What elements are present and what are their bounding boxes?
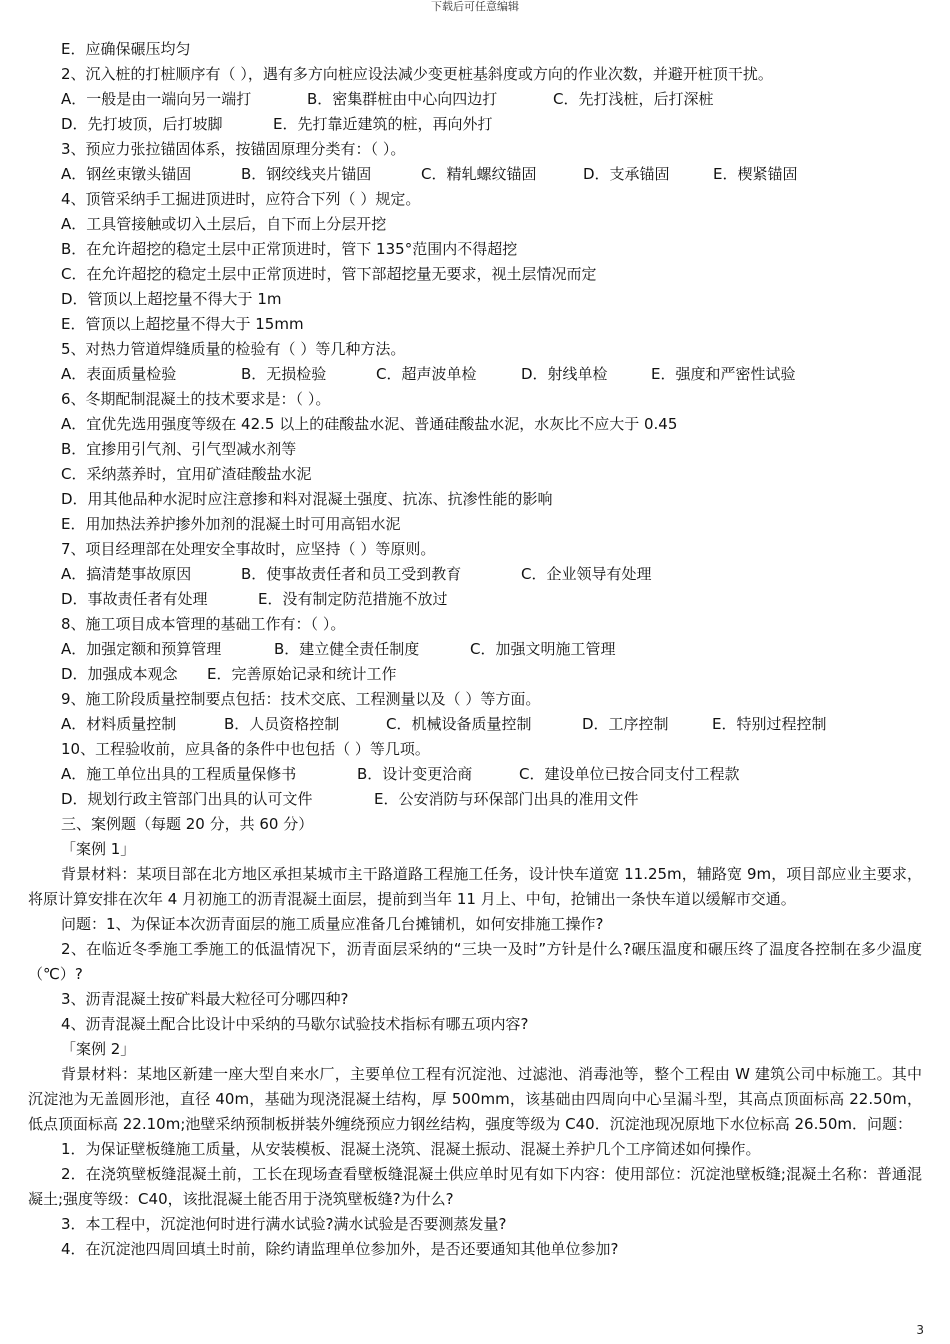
page-number: 3 (916, 1323, 924, 1337)
case-1-heading: 「案例 1」 (61, 840, 136, 858)
option-a: A．加强定额和预算管理 (61, 640, 222, 658)
option-b: B．宜掺用引气剂、引气型减水剂等 (61, 440, 297, 458)
question-10: 10、工程验收前，应具备的条件中也包括（ ）等几项。 (61, 740, 430, 758)
question-7-options-row1 (28, 562, 922, 587)
option-d: D．用其他品种水泥时应注意掺和料对混凝土强度、抗冻、抗渗性能的影响 (61, 490, 553, 508)
question-7-options-row2 (28, 587, 922, 612)
option-a: A．搞清楚事故原因 (61, 565, 192, 583)
option-b: B．密集群桩由中心向四边打 (307, 90, 498, 108)
option-a: A．钢丝束镦头锚固 (61, 165, 192, 183)
document-body (28, 37, 922, 1262)
option-d: D．规划行政主管部门出具的认可文件 (61, 790, 313, 808)
option-b: B．无损检验 (241, 365, 327, 383)
question-10-options-row2 (28, 787, 922, 812)
option-a: A．材料质量控制 (61, 715, 177, 733)
option-a: A．一般是由一端向另一端打 (61, 90, 252, 108)
option-a: A．施工单位出具的工程质量保修书 (61, 765, 297, 783)
question-5-options (28, 362, 922, 387)
option-b: B．在允许超挖的稳定土层中正常顶进时，管下 135°范围内不得超挖 (61, 240, 518, 258)
option-b: B．建立健全责任制度 (274, 640, 420, 658)
option-e: E．强度和严密性试验 (651, 365, 796, 383)
question-2-options-row2 (28, 112, 922, 137)
option-e: E．特别过程控制 (712, 715, 827, 733)
option-e: E．公安消防与环保部门出具的准用文件 (374, 790, 639, 808)
option-c: C．先打浅桩，后打深桩 (553, 90, 714, 108)
option-c: C．机械设备质量控制 (386, 715, 532, 733)
question-3-options (28, 162, 922, 187)
case-2-background: 背景材料：某地区新建一座大型自来水厂，主要单位工程有沉淀池、过滤池、消毒池等，整个工程由 W 建筑公司中标施工。其中沉淀池为无盖圆形池，直径 40m，基础为现浇混凝土结构，厚 500mm，该基础由四周向中心呈漏斗型，其高点顶面标高 22.50m，低点顶面标高 22.10m;池壁采纳预制板拼装外缠绕预应力钢丝结构，强度等级为 C40．沉淀池现况原地下水位标高 26.50m．问题： (28, 1065, 922, 1133)
case-2-question-3: 3．本工程中，沉淀池何时进行满水试验?满水试验是否要测蒸发量? (61, 1215, 507, 1233)
option-e: E．完善原始记录和统计工作 (207, 665, 397, 683)
case-1-question-1: 问题：1、为保证本次沥青面层的施工质量应准备几台摊铺机，如何安排施工操作? (61, 915, 604, 933)
section-heading: 三、案例题（每题 20 分，共 60 分） (61, 815, 314, 833)
option-line: E．应确保碾压均匀 (61, 40, 191, 58)
case-1-question-4: 4、沥青混凝土配合比设计中采纳的马歇尔试验技术指标有哪五项内容? (61, 1015, 529, 1033)
case-2-question-2: 2．在浇筑壁板缝混凝土前，工长在现场查看壁板缝混凝土供应单时见有如下内容：使用部位：沉淀池壁板缝;混凝土名称：普通混凝土;强度等级：C40，该批混凝土能否用于浇筑壁板缝?为什么? (28, 1165, 922, 1208)
case-1-question-3: 3、沥青混凝土按矿料最大粒径可分哪四种? (61, 990, 349, 1008)
option-c: C．采纳蒸养时，宜用矿渣硅酸盐水泥 (61, 465, 312, 483)
question-9: 9、施工阶段质量控制要点包括：技术交底、工程测量以及（ ）等方面。 (61, 690, 541, 708)
question-3: 3、预应力张拉锚固体系，按锚固原理分类有：（ ）。 (61, 140, 406, 158)
question-8: 8、施工项目成本管理的基础工作有：（ ）。 (61, 615, 346, 633)
option-b: B．设计变更洽商 (357, 765, 473, 783)
question-5: 5、对热力管道焊缝质量的检验有（ ）等几种方法。 (61, 340, 406, 358)
question-4: 4、顶管采纳手工掘进顶进时，应符合下列（ ）规定。 (61, 190, 421, 208)
case-2-question-4: 4．在沉淀池四周回填土时前，除约请监理单位参加外，是否还要通知其他单位参加? (61, 1240, 619, 1258)
option-c: C．建设单位已按合同支付工程款 (519, 765, 740, 783)
question-9-options (28, 712, 922, 737)
case-1-background: 背景材料：某项目部在北方地区承担某城市主干路道路工程施工任务，设计快车道宽 11.25m，辅路宽 9m，项目部应业主要求，将原计算安排在次年 4 月初施工的沥青混凝土面层，提前到当年 11 月上、中旬，抢铺出一条快车道以缓解市交通。 (28, 865, 922, 908)
option-c: C．超声波单检 (376, 365, 477, 383)
option-e: E．先打靠近建筑的桩，再向外打 (273, 115, 493, 133)
option-d: D．射线单检 (521, 365, 608, 383)
page-header: 下载后可任意编辑 (431, 0, 519, 13)
option-a: A．工具管接触或切入土层后，自下而上分层开挖 (61, 215, 387, 233)
case-1-question-2: 2、在临近冬季施工季施工的低温情况下，沥青面层采纳的“三块一及时”方针是什么?碾压温度和碾压终了温度各控制在多少温度（℃）? (28, 940, 922, 983)
option-c: C．加强文明施工管理 (470, 640, 616, 658)
option-c: C．企业领导有处理 (521, 565, 652, 583)
option-d: D．支承锚固 (583, 165, 670, 183)
option-d: D．事故责任者有处理 (61, 590, 208, 608)
question-8-options-row2 (28, 662, 922, 687)
option-e: E．用加热法养护掺外加剂的混凝土时可用高铝水泥 (61, 515, 401, 533)
option-a: A．宜优先选用强度等级在 42.5 以上的硅酸盐水泥、普通硅酸盐水泥，水灰比不应大于 0.45 (61, 415, 678, 433)
option-d: D．工序控制 (582, 715, 669, 733)
option-e: E．没有制定防范措施不放过 (258, 590, 448, 608)
question-6: 6、冬期配制混凝土的技术要求是：（ ）。 (61, 390, 331, 408)
question-2-options-row1 (28, 87, 922, 112)
option-d: D．管顶以上超挖量不得大于 1m (61, 290, 282, 308)
option-d: D．加强成本观念 (61, 665, 178, 683)
case-2-question-1: 1．为保证壁板缝施工质量，从安装模板、混凝土浇筑、混凝土振动、混凝土养护几个工序简述如何操作。 (61, 1140, 761, 1158)
option-b: B．人员资格控制 (224, 715, 340, 733)
option-c: C．精轧螺纹锚固 (421, 165, 537, 183)
case-2-heading: 「案例 2」 (61, 1040, 136, 1058)
option-b: B．钢绞线夹片锚固 (241, 165, 372, 183)
question-7: 7、项目经理部在处理安全事故时，应坚持（ ）等原则。 (61, 540, 436, 558)
question-8-options-row1 (28, 637, 922, 662)
option-e: E．管顶以上超挖量不得大于 15mm (61, 315, 304, 333)
option-d: D．先打坡顶，后打坡脚 (61, 115, 223, 133)
option-e: E．楔紧锚固 (713, 165, 798, 183)
option-b: B．使事故责任者和员工受到教育 (241, 565, 462, 583)
question-10-options-row1 (28, 762, 922, 787)
question-2: 2、沉入桩的打桩顺序有（ ），遇有多方向桩应设法减少变更桩基斜度或方向的作业次数，并避开桩顶干扰。 (61, 65, 773, 83)
option-a: A．表面质量检验 (61, 365, 177, 383)
option-c: C．在允许超挖的稳定土层中正常顶进时，管下部超挖量无要求，视土层情况而定 (61, 265, 597, 283)
